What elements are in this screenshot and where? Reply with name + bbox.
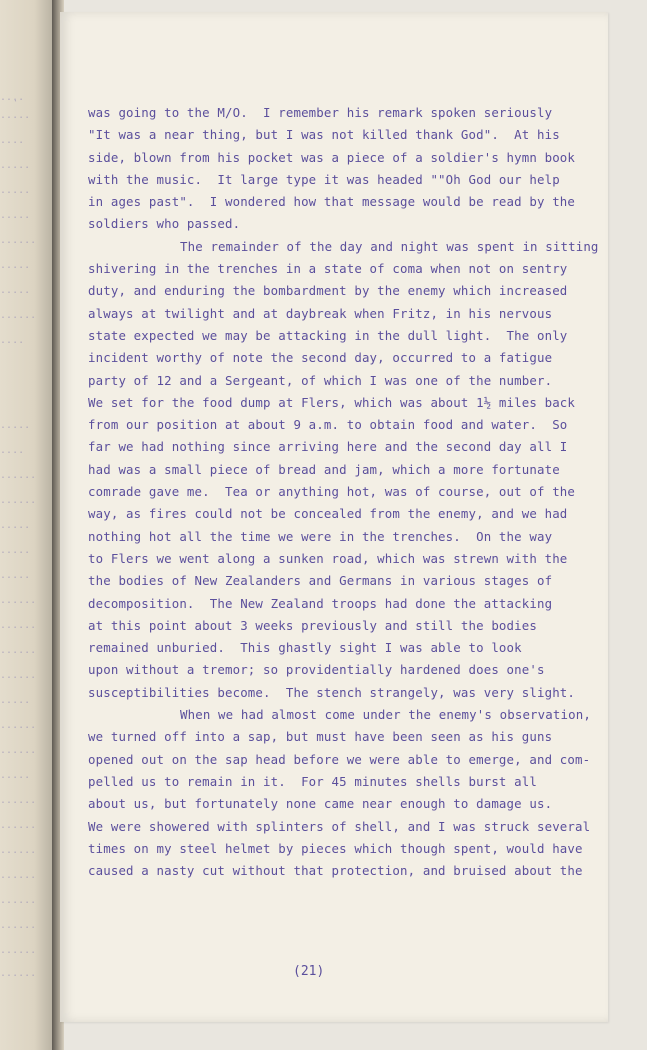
- page-number: (21): [293, 964, 325, 979]
- text-line: duty, and enduring the bombardment by the enemy which increased: [88, 283, 568, 299]
- text-line: party of 12 and a Sergeant, of which I was one of the number.: [88, 372, 553, 388]
- text-line: decomposition. The New Zealand troops had done the attacking: [88, 595, 553, 611]
- text-line: far we had nothing since arriving here and the second day all I: [88, 439, 568, 455]
- typescript-page: [60, 12, 608, 1022]
- text-line: shivering in the trenches in a state of coma when not on sentry: [88, 261, 568, 277]
- text-line: incident worthy of note the second day, occurred to a fatigue: [88, 350, 553, 366]
- text-line: caused a nasty cut without that protection, and bruised about the: [88, 863, 583, 879]
- text-line: about us, but fortunately none came near enough to damage us.: [88, 796, 553, 812]
- text-line: state expected we may be attacking in the dull light. The only: [88, 327, 568, 343]
- adjacent-page-edge: .,.. ..... .... ..... ..... ..... ...... ..... ..... ...... .... ..... .... ...... ...... ..... ..... ..... ...... ...... ...... ...... ..... ...... ...... ..... ...... ...... ...... ...... ...... ...... ...... ......: [0, 0, 62, 1050]
- text-line: pelled us to remain in it. For 45 minutes shells burst all: [88, 773, 537, 789]
- text-line: always at twilight and at daybreak when Fritz, in his nervous: [88, 305, 553, 321]
- text-line: times on my steel helmet by pieces which though spent, would have: [88, 840, 583, 856]
- text-line: comrade gave me. Tea or anything hot, was of course, out of the: [88, 484, 576, 500]
- text-line: from our position at about 9 a.m. to obtain food and water. So: [88, 417, 568, 433]
- text-line: We set for the food dump at Flers, which was about 1½ miles back: [88, 394, 576, 410]
- text-line: "It was a near thing, but I was not killed thank God". At his: [88, 127, 560, 143]
- text-line: in ages past". I wondered how that message would be read by the: [88, 194, 576, 210]
- text-line: at this point about 3 weeks previously and still the bodies: [88, 617, 537, 633]
- paragraph-2: [88, 236, 603, 704]
- text-line: side, blown from his pocket was a piece of a soldier's hymn book: [88, 149, 576, 165]
- text-line: opened out on the sap head before we were able to emerge, and com-: [88, 751, 591, 767]
- text-line: We were showered with splinters of shell, and I was struck several: [88, 818, 591, 834]
- text-line: upon without a tremor; so providentially hardened does one's: [88, 662, 545, 678]
- text-line: we turned off into a sap, but must have been seen as his guns: [88, 729, 553, 745]
- text-line: the bodies of New Zealanders and Germans in various stages of: [88, 573, 553, 589]
- page-body: [88, 102, 603, 882]
- text-line: nothing hot all the time we were in the trenches. On the way: [88, 528, 553, 544]
- text-line: susceptibilities become. The stench strangely, was very slight.: [88, 684, 576, 700]
- text-line: way, as fires could not be concealed from the enemy, and we had: [88, 506, 568, 522]
- text-line: with the music. It large type it was headed ""Oh God our help: [88, 171, 560, 187]
- paragraph-1: [88, 102, 603, 236]
- text-line: remained unburied. This ghastly sight I was able to look: [88, 640, 522, 656]
- paragraph-3: [88, 704, 603, 882]
- text-line: had was a small piece of bread and jam, which a more fortunate: [88, 461, 560, 477]
- text-line: When we had almost come under the enemy's observation,: [180, 707, 591, 723]
- text-line: The remainder of the day and night was spent in sitting: [180, 238, 599, 254]
- text-line: was going to the M/O. I remember his remark spoken seriously: [88, 105, 553, 120]
- text-line: to Flers we went along a sunken road, which was strewn with the: [88, 550, 568, 566]
- text-line: soldiers who passed.: [88, 216, 241, 232]
